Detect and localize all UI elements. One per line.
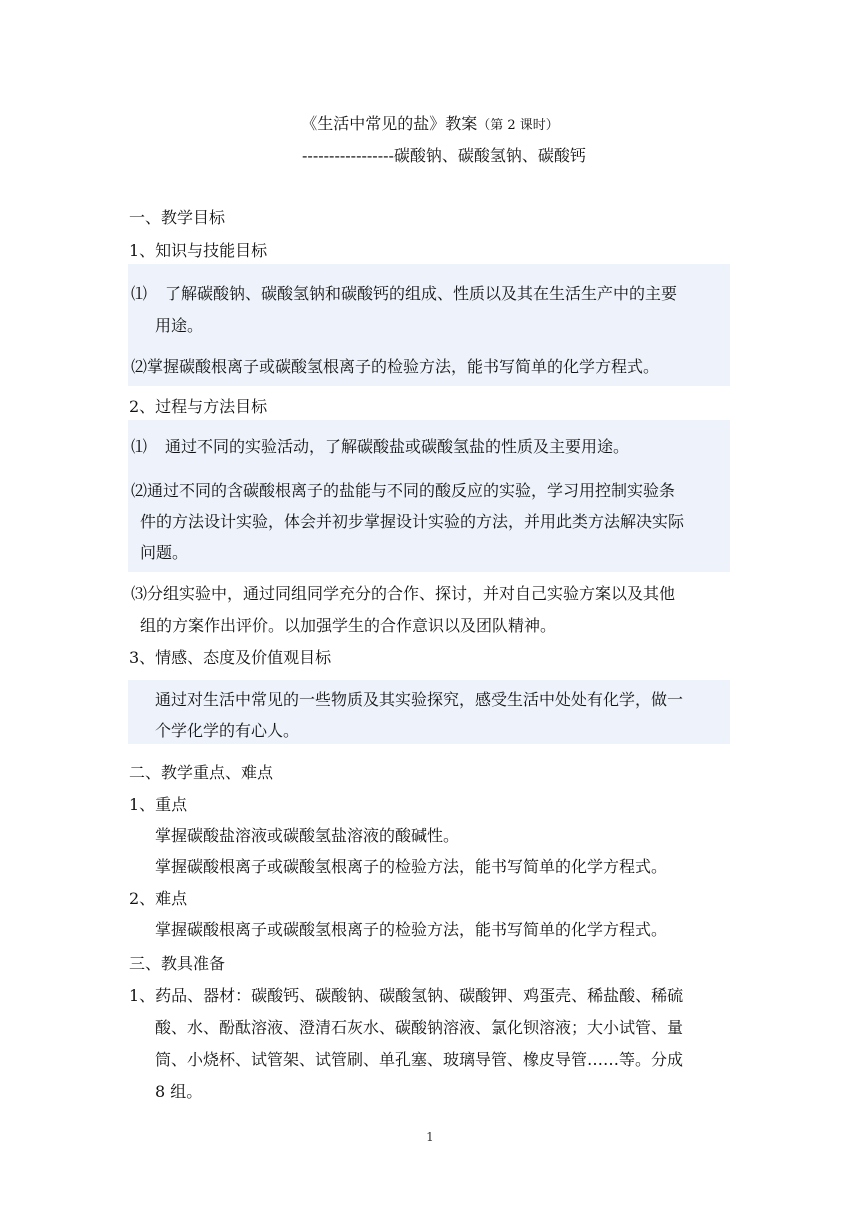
process-item-2-line-1: ⑵通过不同的含碳酸根离子的盐能与不同的酸反应的实验，学习用控制实验条 xyxy=(131,481,676,500)
document-subtitle: -----------------碳酸钠、碳酸氢钠、碳酸钙 xyxy=(302,146,586,165)
page-number: 1 xyxy=(426,1130,434,1144)
knowledge-item-1-line-2: 用途。 xyxy=(155,316,204,335)
subheading-knowledge: 1、知识与技能目标 xyxy=(129,241,268,260)
materials-line-2: 酸、水、酚酞溶液、澄清石灰水、碳酸钠溶液、氯化钡溶液；大小试管、量 xyxy=(155,1018,684,1037)
key-point-1: 掌握碳酸盐溶液或碳酸氢盐溶液的酸碱性。 xyxy=(155,826,460,845)
materials-line-3: 筒、小烧杯、试管架、试管刷、单孔塞、玻璃导管、橡皮导管……等。分成 xyxy=(155,1050,684,1069)
difficulty-point-1: 掌握碳酸根离子或碳酸氢根离子的检验方法，能书写简单的化学方程式。 xyxy=(155,920,668,939)
section-heading-key-points: 二、教学重点、难点 xyxy=(129,763,274,782)
item-number: ⑴ xyxy=(131,437,148,456)
key-point-2: 掌握碳酸根离子或碳酸氢根离子的检验方法，能书写简单的化学方程式。 xyxy=(155,857,668,876)
item-number: ⑴ xyxy=(131,284,148,303)
process-item-3-line-1: ⑶分组实验中，通过同组同学充分的合作、探讨，并对自己实验方案以及其他 xyxy=(131,584,676,603)
subheading-difficulty: 2、难点 xyxy=(129,889,188,908)
knowledge-item-1-line-1: 了解碳酸钠、碳酸氢钠和碳酸钙的组成、性质以及其在生活生产中的主要 xyxy=(165,284,678,303)
materials-line-1: 1、药品、器材：碳酸钙、碳酸钠、碳酸氢钠、碳酸钾、鸡蛋壳、稀盐酸、稀硫 xyxy=(129,986,684,1005)
knowledge-item-2: ⑵掌握碳酸根离子或碳酸氢根离子的检验方法，能书写简单的化学方程式。 xyxy=(131,357,660,376)
document-title xyxy=(0,114,860,136)
attitude-line-2: 个学化学的有心人。 xyxy=(155,721,300,740)
subheading-key: 1、重点 xyxy=(129,795,188,814)
section-heading-materials: 三、教具准备 xyxy=(129,954,226,973)
materials-line-4: 8 组。 xyxy=(155,1082,203,1101)
subheading-attitude: 3、情感、态度及价值观目标 xyxy=(129,648,332,667)
process-item-2-line-2: 件的方法设计实验，体会并初步掌握设计实验的方法，并用此类方法解决实际 xyxy=(140,512,685,531)
title-note: （第 2 课时） xyxy=(477,118,559,133)
attitude-line-1: 通过对生活中常见的一些物质及其实验探究，感受生活中处处有化学，做一 xyxy=(155,690,684,709)
process-item-3-line-2: 组的方案作出评价。以加强学生的合作意识以及团队精神。 xyxy=(140,616,557,635)
process-item-2-line-3: 问题。 xyxy=(140,543,189,562)
title-main: 《生活中常见的盐》教案 xyxy=(301,114,478,133)
process-item-1: 通过不同的实验活动，了解碳酸盐或碳酸氢盐的性质及主要用途。 xyxy=(165,437,630,456)
section-heading-goals: 一、教学目标 xyxy=(129,208,226,227)
subheading-process: 2、过程与方法目标 xyxy=(129,397,268,416)
